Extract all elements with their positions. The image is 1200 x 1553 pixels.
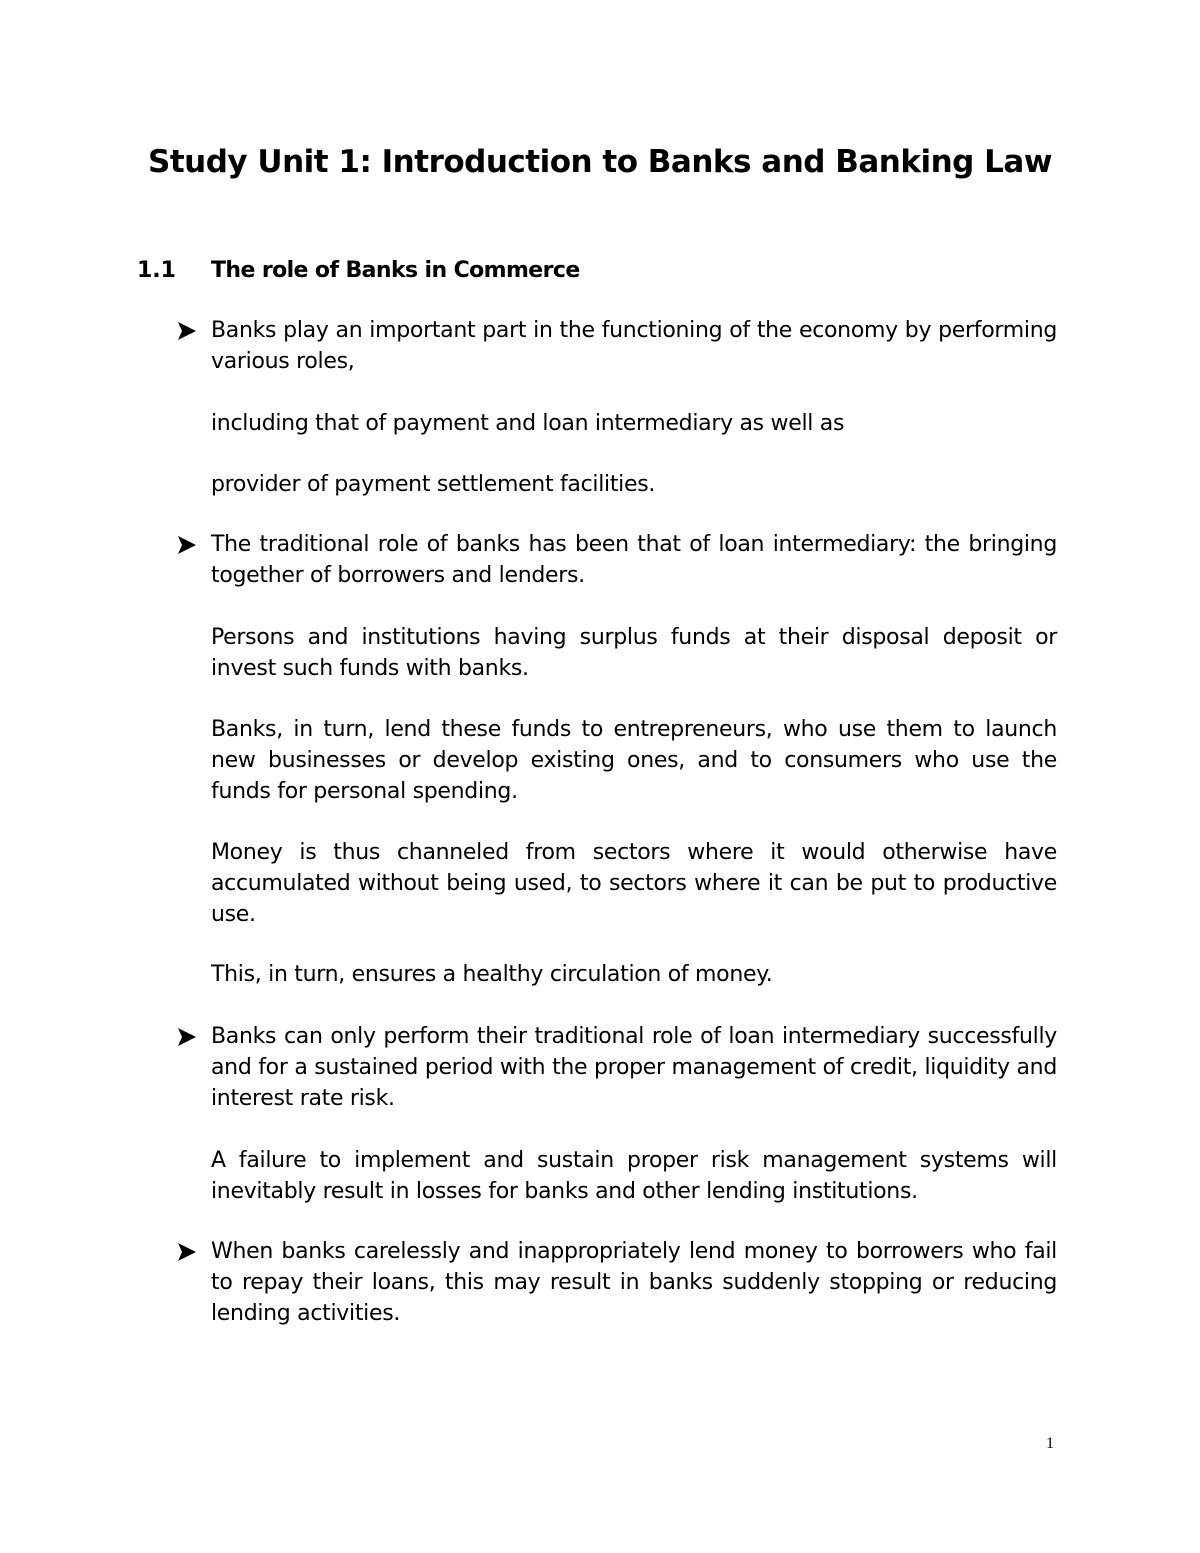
page-title: Study Unit 1: Introduction to Banks and Banking Law <box>148 144 1052 180</box>
paragraph: Money is thus channeled from sectors where it would otherwise have accumulated without being used, to sectors where it can be put to productive use. <box>211 840 1057 927</box>
arrowhead-bullet-icon <box>176 1241 198 1263</box>
paragraph: Banks can only perform their traditional role of loan intermediary successfully and for a sustained period with the proper management of credit, liquidity and interest rate risk. <box>211 1024 1057 1111</box>
section-number: 1.1 <box>137 258 176 283</box>
paragraph: This, in turn, ensures a healthy circulation of money. <box>211 962 773 987</box>
paragraph: The traditional role of banks has been that of loan intermediary: the bringing together of borrowers and lenders. <box>211 532 1057 588</box>
paragraph: A failure to implement and sustain proper risk management systems will inevitably result in losses for banks and other lending institutions. <box>211 1148 1057 1204</box>
arrowhead-bullet-icon <box>176 1026 198 1048</box>
paragraph: provider of payment settlement facilities. <box>211 472 656 497</box>
arrowhead-bullet-icon <box>176 320 198 342</box>
page-number: 1 <box>1046 1435 1054 1452</box>
paragraph: including that of payment and loan intermediary as well as <box>211 411 845 436</box>
paragraph: Persons and institutions having surplus funds at their disposal deposit or invest such funds with banks. <box>211 625 1057 681</box>
arrowhead-bullet-icon <box>176 534 198 556</box>
paragraph: Banks, in turn, lend these funds to entrepreneurs, who use them to launch new businesses or develop existing ones, and to consumers who use the funds for personal spending. <box>211 717 1057 804</box>
paragraph: When banks carelessly and inappropriately lend money to borrowers who fail to repay their loans, this may result in banks suddenly stopping or reducing lending activities. <box>211 1239 1057 1326</box>
section-heading: The role of Banks in Commerce <box>211 258 580 283</box>
paragraph: Banks play an important part in the functioning of the economy by performing various roles, <box>211 318 1057 374</box>
